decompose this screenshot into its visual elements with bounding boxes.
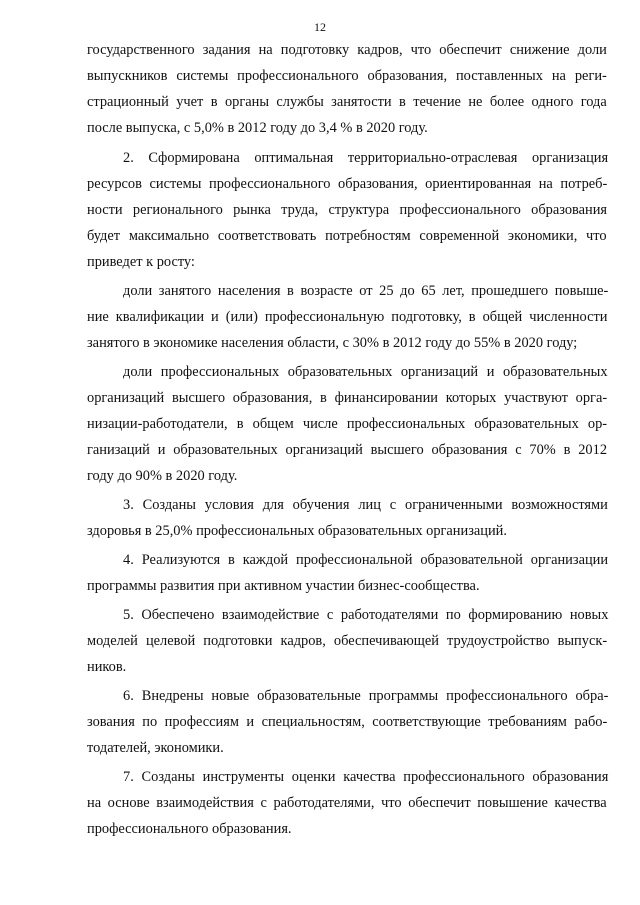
text-line: моделей целевой подготовки кадров, обеспечивающей трудоустройство выпуск- [87,633,608,649]
text-line: государственного задания на подготовку кадров, что обеспечит снижение доли [87,42,607,58]
text-line: 6. Внедрены новые образовательные программы профессионального обра- [123,688,609,704]
text-line: выпускников системы профессионального образования, поставленных на реги- [87,68,607,84]
text-line: занятого в экономике населения области, с 30% в 2012 году до 55% в 2020 году; [87,335,578,351]
text-line: 5. Обеспечено взаимодействие с работодателями по формированию новых [123,607,609,623]
text-line: организаций высшего образования, в финансировании которых участвуют орга- [87,390,608,406]
text-line: тодателей, экономики. [87,740,224,756]
text-line: страционный учет в органы службы занятости в течение не более одного года [87,94,607,110]
text-line: после выпуска, с 5,0% в 2012 году до 3,4 % в 2020 году. [87,120,428,136]
text-line: будет максимально соответствовать потребностям современной экономики, что [87,228,607,244]
text-line: 4. Реализуются в каждой профессиональной образовательной организации [123,552,609,568]
text-line: ников. [87,659,127,675]
page-number: 12 [314,20,326,34]
text-line: году до 90% в 2020 году. [87,468,238,484]
text-line: ние квалификации и (или) профессиональную подготовку, в общей численности [87,309,608,325]
text-line: на основе взаимодействия с работодателями, что обеспечит повышение качества [87,795,607,811]
text-line: здоровья в 25,0% профессиональных образовательных организаций. [87,523,507,539]
text-line: ресурсов системы профессионального образования, ориентированная на потреб- [87,176,608,192]
text-line: программы развития при активном участии бизнес-сообщества. [87,578,480,594]
text-line: доли занятого населения в возрасте от 25 до 65 лет, прошедшего повыше- [123,283,609,299]
text-line: профессионального образования. [87,821,292,837]
text-line: 7. Созданы инструменты оценки качества профессионального образования [123,769,609,785]
text-line: 3. Созданы условия для обучения лиц с ограниченными возможностями [123,497,608,513]
text-line: приведет к росту: [87,254,195,270]
text-line: ности регионального рынка труда, структура профессионального образования [87,202,608,218]
text-line: ганизаций и образовательных организаций высшего образования с 70% в 2012 [87,442,608,458]
text-line: зования по профессиям и специальностям, соответствующие требованиям рабо- [87,714,608,730]
text-line: доли профессиональных образовательных организаций и образовательных [123,364,608,380]
text-line: 2. Сформирована оптимальная территориально-отраслевая организация [123,150,609,166]
text-line: низации-работодатели, в общем числе профессиональных образовательных ор- [87,416,608,432]
